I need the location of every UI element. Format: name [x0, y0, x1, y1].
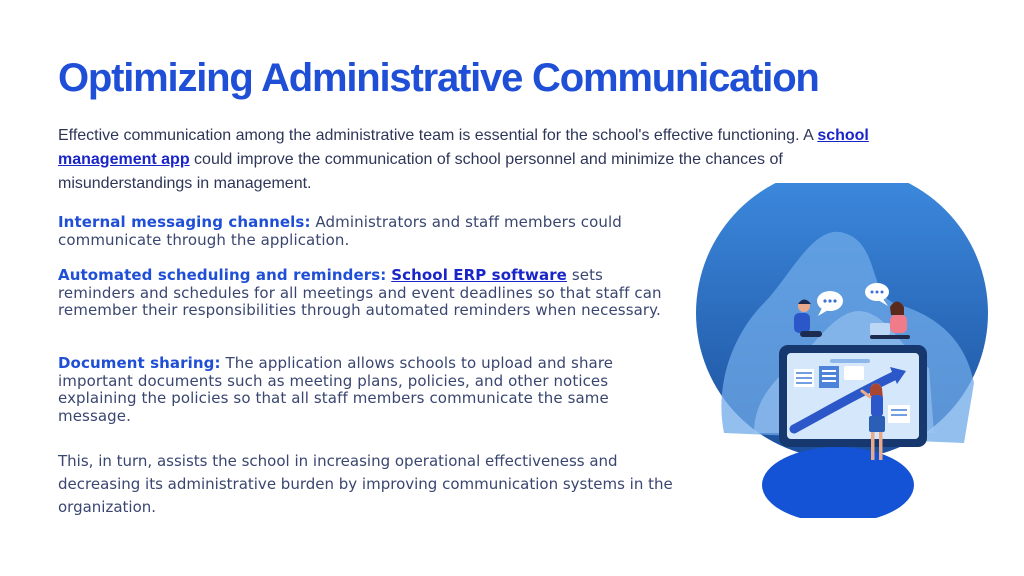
item-heading: Internal messaging channels:: [58, 213, 311, 231]
item-heading: Document sharing:: [58, 354, 221, 372]
item-text: Administrators and staff members could communicate through the application.: [58, 213, 622, 249]
base-shape: [762, 447, 914, 518]
intro-text-end: could improve the communication of school personnel and minimize the chances of misunderstandings in management.: [58, 151, 783, 192]
intro-text-start: Effective communication among the administrative team is essential for the school's effective functioning. A: [58, 127, 818, 144]
conclusion-paragraph: This, in turn, assists the school in increasing operational effectiveness and decreasing its administrative burden by improving communication systems in the organization.: [58, 452, 673, 516]
item-text: The application allows schools to upload and share important documents such as meeting plans, policies, and other notices explaining the policies so that all staff members communicate the same message.: [58, 354, 614, 425]
item-automated-scheduling: [58, 267, 678, 320]
school-erp-software-link[interactable]: School ERP software: [391, 266, 567, 284]
communication-illustration: [694, 183, 994, 518]
item-document-sharing: [58, 355, 678, 425]
page-title: Optimizing Administrative Communication: [58, 56, 819, 100]
item-text: sets reminders and schedules for all meetings and event deadlines so that staff can remember their responsibilities through automated reminders when necessary.: [58, 266, 662, 319]
school-management-app-link[interactable]: school management app: [58, 127, 869, 168]
item-heading: Automated scheduling and reminders:: [58, 266, 387, 284]
item-internal-messaging: [58, 214, 678, 249]
